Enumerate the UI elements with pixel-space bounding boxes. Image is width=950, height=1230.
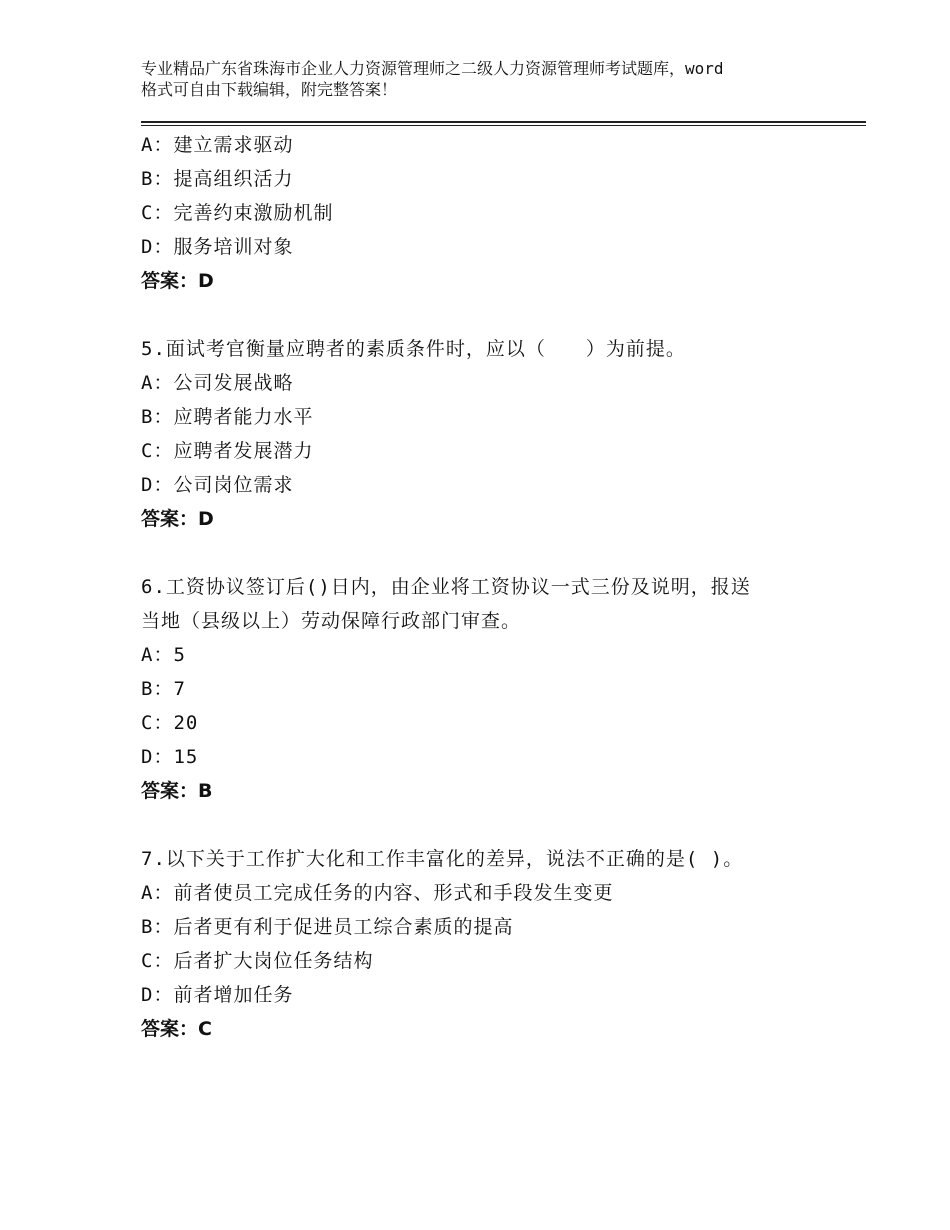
question-text-line-1: 6.工资协议签订后()日内，由企业将工资协议一式三份及说明，报送 bbox=[141, 576, 751, 598]
question-text: 7.以下关于工作扩大化和工作丰富化的差异，说法不正确的是( )。 bbox=[141, 848, 744, 870]
option-d: D：15 bbox=[141, 746, 199, 768]
option-a: A：前者使员工完成任务的内容、形式和手段发生变更 bbox=[141, 882, 614, 904]
spacer bbox=[141, 808, 841, 842]
question-block-5 bbox=[141, 332, 841, 536]
option-a: A：5 bbox=[141, 644, 186, 666]
header-divider-thin bbox=[141, 125, 866, 126]
spacer bbox=[141, 298, 841, 332]
option-c: C：应聘者发展潜力 bbox=[141, 440, 314, 462]
question-text: 5.面试考官衡量应聘者的素质条件时，应以（ ）为前提。 bbox=[141, 338, 686, 360]
option-d: D：公司岗位需求 bbox=[141, 474, 294, 496]
document-header bbox=[141, 58, 841, 100]
question-list bbox=[141, 128, 841, 1046]
option-b: B：7 bbox=[141, 678, 186, 700]
question-block-6 bbox=[141, 570, 841, 808]
answer-line: 答案：D bbox=[141, 508, 214, 530]
option-c: C：后者扩大岗位任务结构 bbox=[141, 950, 374, 972]
answer-line: 答案：D bbox=[141, 270, 214, 292]
option-b: B：后者更有利于促进员工综合素质的提高 bbox=[141, 916, 514, 938]
option-a: A：公司发展战略 bbox=[141, 372, 294, 394]
header-line-1: 专业精品广东省珠海市企业人力资源管理师之二级人力资源管理师考试题库，word bbox=[141, 59, 724, 78]
option-a: A：建立需求驱动 bbox=[141, 134, 294, 156]
header-line-2: 格式可自由下载编辑，附完整答案！ bbox=[141, 80, 398, 99]
question-block-4 bbox=[141, 128, 841, 298]
spacer bbox=[141, 536, 841, 570]
answer-line: 答案：B bbox=[141, 780, 213, 802]
option-d: D：服务培训对象 bbox=[141, 236, 294, 258]
option-d: D：前者增加任务 bbox=[141, 984, 294, 1006]
header-divider-thick bbox=[141, 121, 866, 123]
question-block-7 bbox=[141, 842, 841, 1046]
option-b: B：应聘者能力水平 bbox=[141, 406, 314, 428]
question-text-line-2: 当地（县级以上）劳动保障行政部门审查。 bbox=[141, 610, 522, 632]
option-b: B：提高组织活力 bbox=[141, 168, 294, 190]
answer-line: 答案：C bbox=[141, 1018, 212, 1040]
option-c: C：完善约束激励机制 bbox=[141, 202, 334, 224]
option-c: C：20 bbox=[141, 712, 199, 734]
